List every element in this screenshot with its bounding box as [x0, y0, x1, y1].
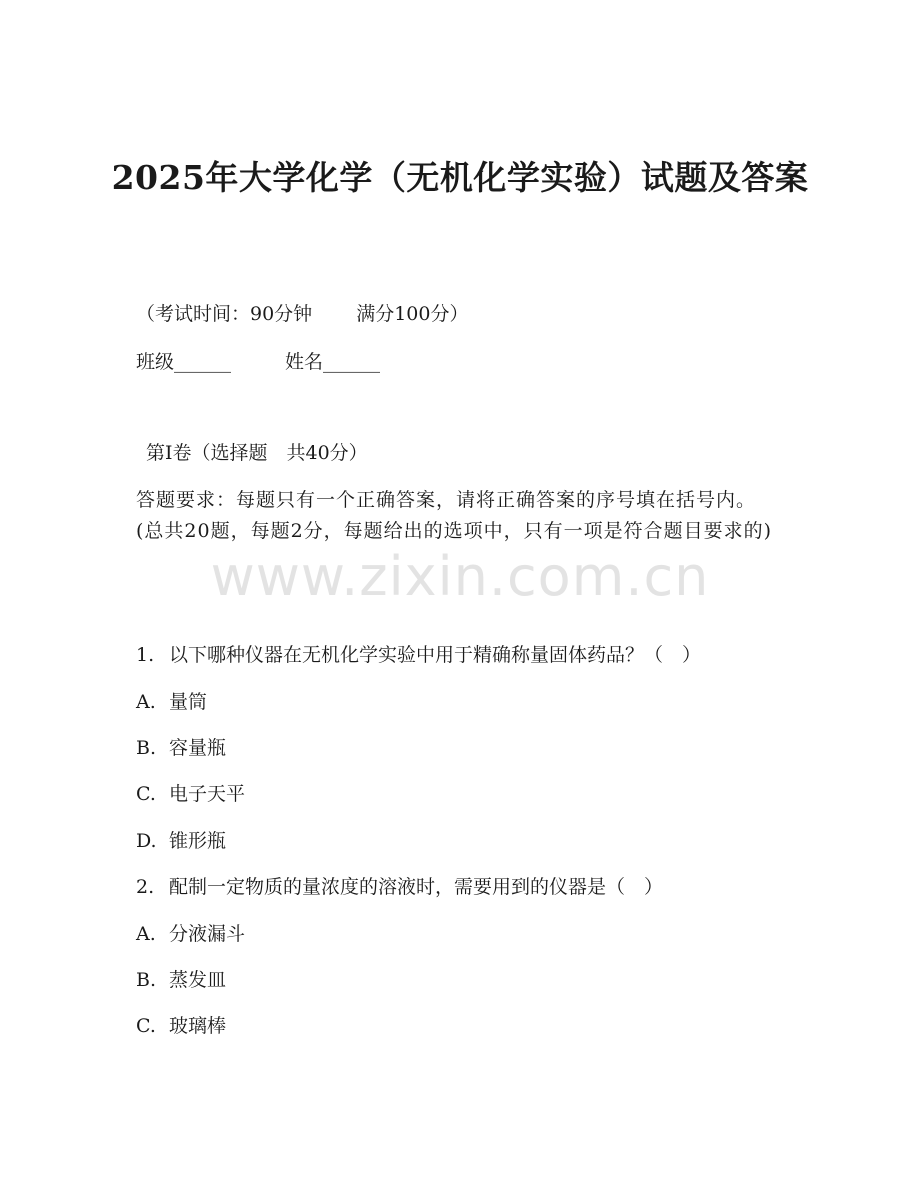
exam-time: （考试时间：90分钟: [136, 303, 313, 325]
exam-info-line: [136, 300, 468, 328]
option-text: 量筒: [169, 691, 208, 713]
watermark: www.zixin.com.cn: [210, 545, 710, 608]
option-label: A.: [136, 691, 156, 713]
option-text: 容量瓶: [169, 737, 227, 759]
class-field[interactable]: 班级______: [136, 351, 232, 373]
question-stem: 配制一定物质的量浓度的溶液时，需要用到的仪器是（ ）: [169, 876, 664, 898]
option-label: C.: [136, 1015, 156, 1037]
option-text: 玻璃棒: [169, 1015, 227, 1037]
question-2: [136, 873, 663, 901]
option-text: 蒸发皿: [169, 969, 227, 991]
option-2c[interactable]: [136, 1012, 226, 1040]
student-info-line: [136, 348, 380, 376]
question-number: 1.: [136, 644, 155, 666]
page-title: 2025年大学化学（无机化学实验）试题及答案: [111, 158, 809, 197]
name-field[interactable]: 姓名______: [285, 351, 381, 373]
option-text: 分液漏斗: [169, 923, 246, 945]
option-label: C.: [136, 783, 156, 805]
option-1c[interactable]: [136, 780, 245, 808]
option-1d[interactable]: [136, 827, 226, 855]
option-label: B.: [136, 737, 157, 759]
question-number: 2.: [136, 876, 155, 898]
section-instructions: 答题要求：每题只有一个正确答案，请将正确答案的序号填在括号内。(总共20题，每题2分，每题给出的选项中，只有一项是符合题目要求的): [136, 489, 773, 542]
section-heading: 第Ⅰ卷（选择题 共40分）: [146, 442, 368, 464]
option-1b[interactable]: [136, 734, 226, 762]
option-1a[interactable]: [136, 688, 207, 716]
question-stem: 以下哪种仪器在无机化学实验中用于精确称量固体药品？（ ）: [169, 644, 702, 666]
exam-full-score: 满分100分）: [356, 303, 469, 325]
option-label: A.: [136, 923, 156, 945]
question-1: [136, 641, 701, 669]
option-label: B.: [136, 969, 157, 991]
option-2b[interactable]: [136, 966, 226, 994]
option-text: 电子天平: [169, 783, 246, 805]
option-2a[interactable]: [136, 920, 245, 948]
option-text: 锥形瓶: [169, 830, 227, 852]
option-label: D.: [136, 830, 157, 852]
